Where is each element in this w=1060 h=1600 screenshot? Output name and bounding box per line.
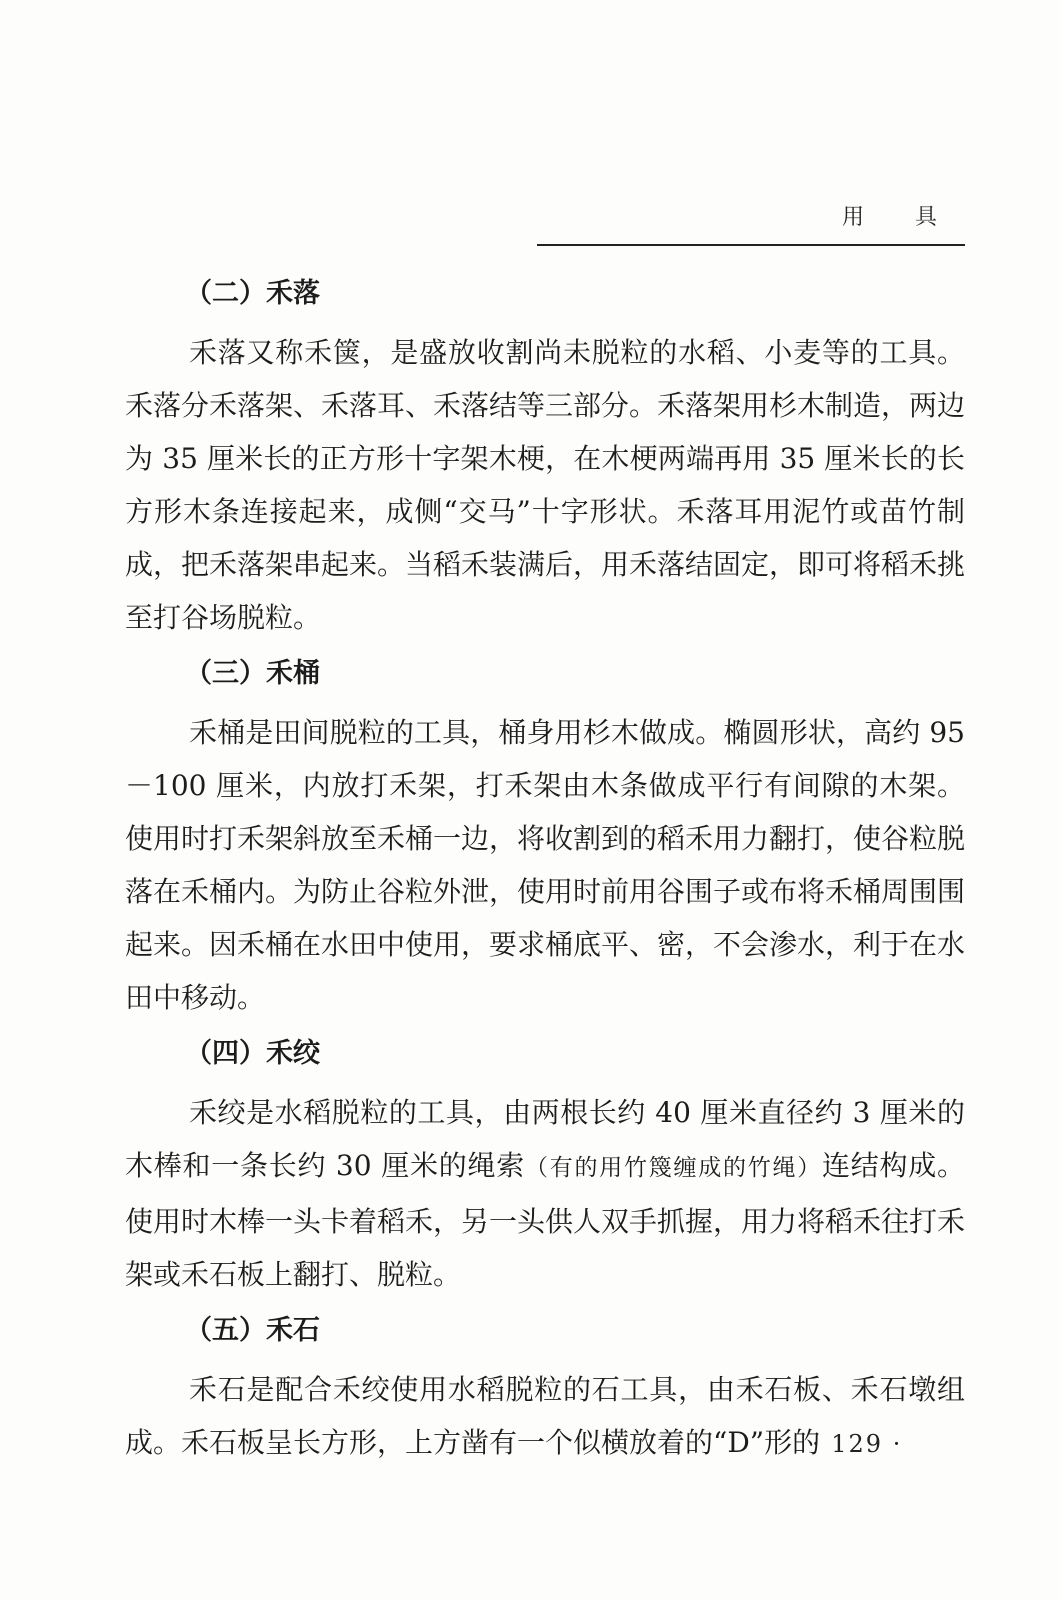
paragraph-he-tong: 禾桶是田间脱粒的工具，桶身用杉木做成。椭圆形状，高约 95－100 厘米，内放打禾架，打禾架由木条做成平行有间隙的木架。使用时打禾架斜放至禾桶一边，将收割到的稻禾用力翻打，使谷粒脱落在禾桶内。为防止谷粒外泄，使用时前用谷围子或布将禾桶周围围起来。因禾桶在水田中使用，要求桶底平、密，不会渗水，利于在水田中移动。 bbox=[125, 716, 966, 1014]
paragraph-he-jiao-part2: 连结构成。使用时木棒一头卡着稻禾，另一头供人双手抓握，用力将稻禾往打禾架或禾石板上翻打、脱粒。 bbox=[125, 1149, 966, 1291]
section-title-he-jiao: （四）禾绞 bbox=[185, 1038, 320, 1069]
paragraph-he-jiao bbox=[125, 1086, 965, 1301]
paragraph-he-jiao-part1: 禾绞是水稻脱粒的工具，由两根长约 40 厘米直径约 3 厘米的木棒和一条长约 30 厘米的绳索 bbox=[125, 1096, 965, 1182]
header-rule bbox=[537, 244, 965, 246]
paragraph-he-jiao-note: （有的用竹篾缠成的竹绳） bbox=[524, 1155, 822, 1181]
paragraph-he-luo: 禾落又称禾箧，是盛放收割尚未脱粒的水稻、小麦等的工具。禾落分禾落架、禾落耳、禾落结等三部分。禾落架用杉木制造，两边为 35 厘米长的正方形十字架木梗，在木梗两端再用 35 厘米长的长方形木条连接起来，成侧“交马”十字形状。禾落耳用泥竹或苗竹制成，把禾落架串起来。当稻禾装满后，用禾落结固定，即可将稻禾挑至打谷场脱粒。 bbox=[125, 336, 966, 634]
paragraph-he-shi: 禾石是配合禾绞使用水稻脱粒的石工具，由禾石板、禾石墩组成。禾石板呈长方形，上方凿有一个似横放着的“D”形的 bbox=[125, 1373, 965, 1459]
running-head: 用 具 bbox=[842, 205, 959, 230]
page-number: · 129 · bbox=[812, 1430, 903, 1458]
section-title-he-shi: （五）禾石 bbox=[185, 1315, 320, 1346]
page-body bbox=[125, 268, 965, 1473]
section-title-he-tong: （三）禾桶 bbox=[185, 658, 320, 689]
section-title-he-luo: （二）禾落 bbox=[185, 278, 320, 309]
